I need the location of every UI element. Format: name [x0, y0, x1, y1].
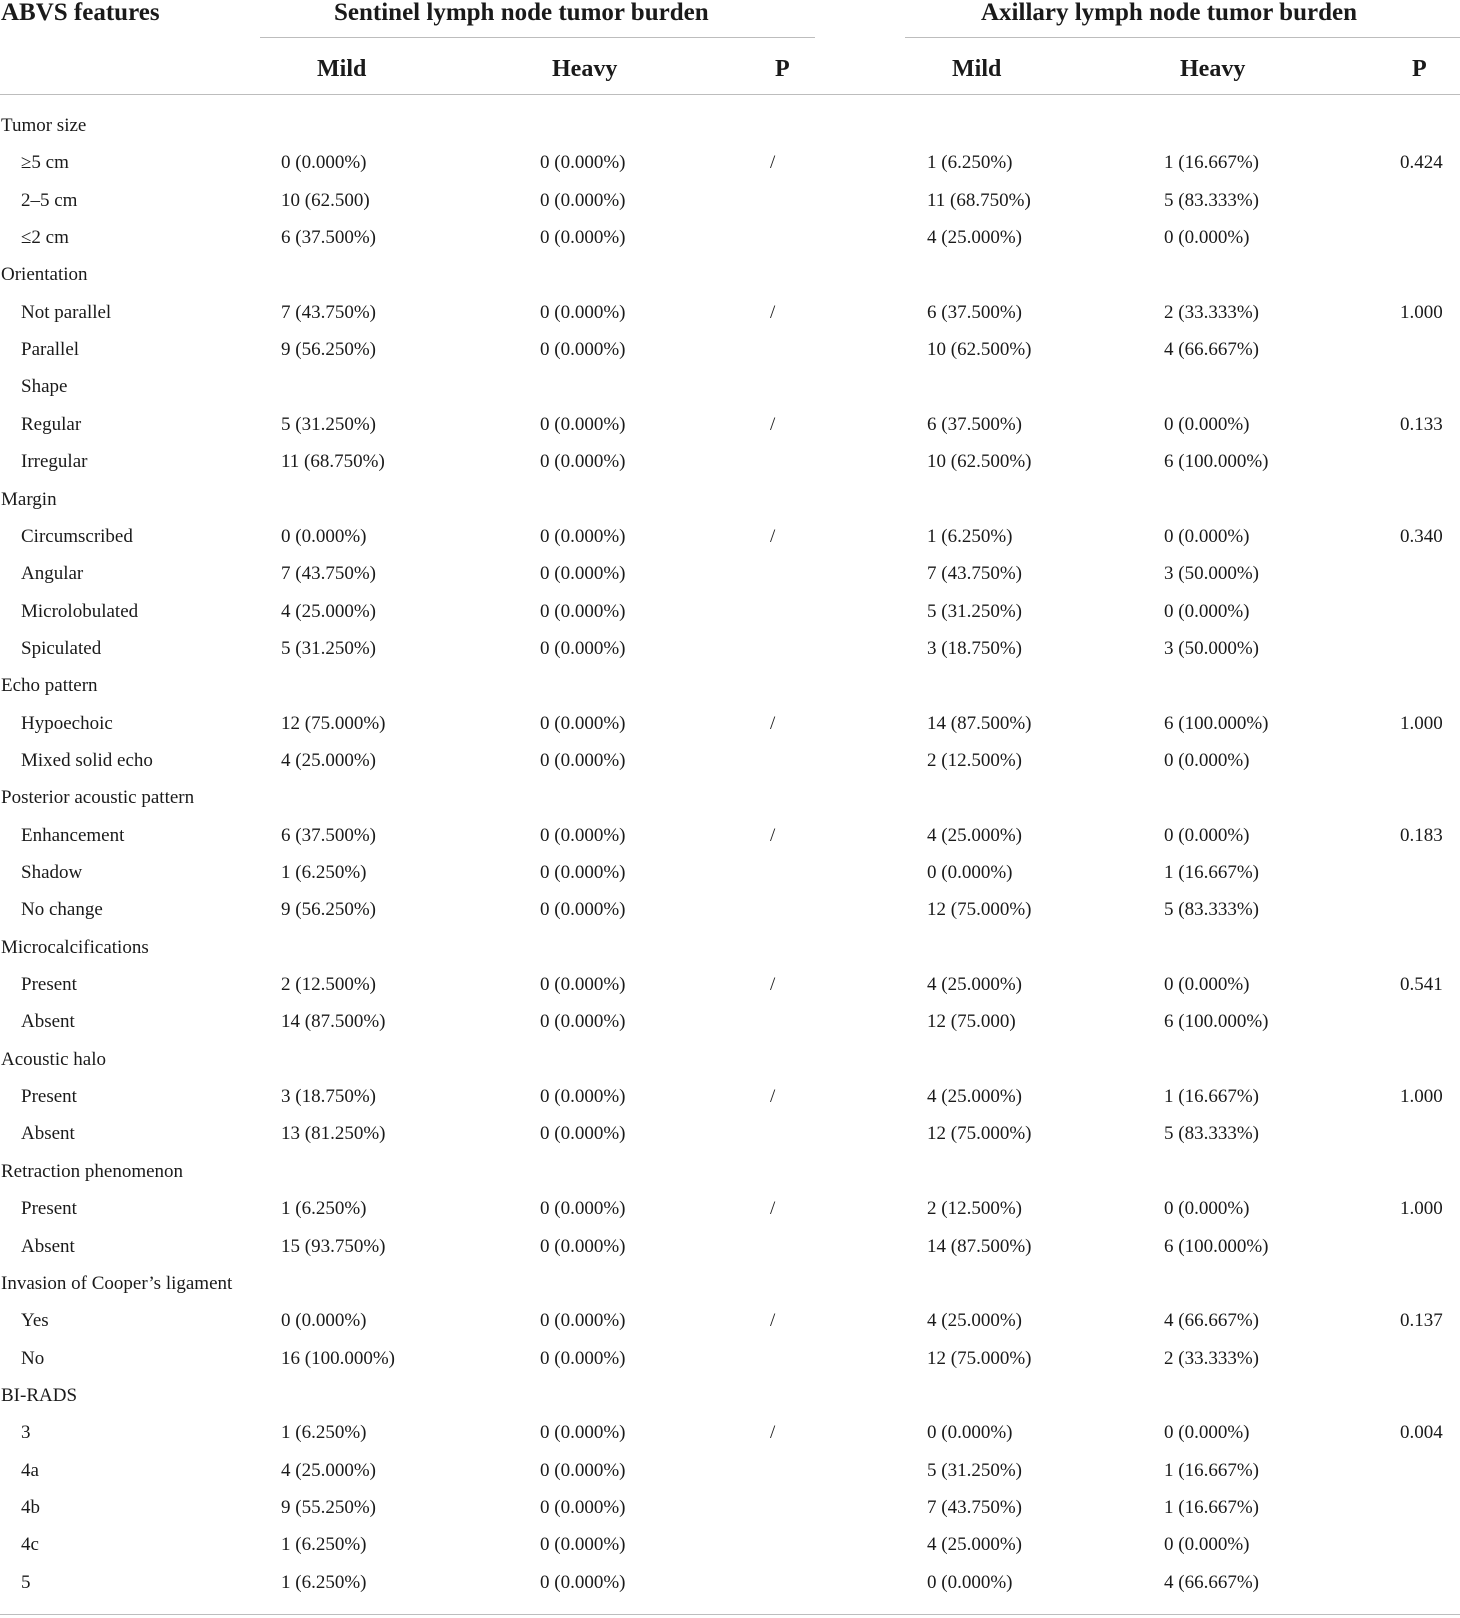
sentinel-mild-cell: 9 (55.250%) [281, 1496, 376, 1518]
axillary-heavy-cell: 3 (50.000%) [1164, 637, 1259, 659]
axillary-mild-cell: 5 (31.250%) [927, 600, 1022, 622]
sentinel-mild-cell: 7 (43.750%) [281, 563, 376, 585]
axillary-heavy-cell: 6 (100.000%) [1164, 451, 1269, 473]
sentinel-heavy-cell: 0 (0.000%) [540, 413, 626, 435]
group-label: Orientation [1, 264, 88, 286]
axillary-heavy-cell: 5 (83.333%) [1164, 189, 1259, 211]
feature-label: Yes [21, 1310, 49, 1332]
axillary-heavy-cell: 5 (83.333%) [1164, 899, 1259, 921]
header-sentinel-mild: Mild [317, 56, 367, 82]
header-axillary-heavy: Heavy [1180, 56, 1246, 82]
sentinel-mild-cell: 1 (6.250%) [281, 862, 367, 883]
sentinel-mild-cell: 15 (93.750%) [281, 1235, 386, 1257]
sentinel-p-cell: / [770, 1086, 776, 1108]
axillary-mild-cell: 4 (25.000%) [927, 1310, 1022, 1332]
sentinel-mild-cell: 0 (0.000%) [281, 1310, 367, 1332]
axillary-heavy-cell: 0 (0.000%) [1164, 1534, 1250, 1556]
sentinel-heavy-cell: 0 (0.000%) [540, 339, 626, 361]
header-axillary-p: P [1412, 56, 1427, 82]
sentinel-heavy-cell: 0 (0.000%) [540, 824, 626, 846]
feature-label: Present [21, 1198, 77, 1220]
axillary-mild-cell: 4 (25.000%) [927, 1086, 1022, 1108]
table-row [0, 1570, 1460, 1607]
feature-label: 2–5 cm [21, 189, 78, 211]
sentinel-heavy-cell: 0 (0.000%) [540, 1347, 626, 1369]
axillary-p-cell: 0.133 [1400, 413, 1443, 435]
sentinel-p-cell: / [770, 413, 776, 435]
sentinel-mild-cell: 11 (68.750%) [281, 451, 385, 473]
sentinel-heavy-cell: 0 (0.000%) [540, 1086, 626, 1108]
table-row [0, 897, 1460, 934]
table-row [0, 860, 1460, 897]
axillary-heavy-cell: 0 (0.000%) [1164, 749, 1250, 771]
header-axillary: Axillary lymph node tumor burden [981, 0, 1357, 26]
axillary-heavy-cell: 0 (0.000%) [1164, 1198, 1250, 1220]
table-row [0, 1121, 1460, 1158]
group-label: Posterior acoustic pattern [1, 787, 195, 809]
axillary-mild-cell: 11 (68.750%) [927, 189, 1031, 211]
sentinel-heavy-cell: 0 (0.000%) [540, 1571, 626, 1593]
axillary-heavy-cell: 0 (0.000%) [1164, 227, 1250, 249]
group-label: Acoustic halo [1, 1048, 107, 1070]
table-row [0, 412, 1460, 449]
axillary-heavy-cell: 5 (83.333%) [1164, 1123, 1259, 1145]
sentinel-mild-cell: 0 (0.000%) [281, 152, 367, 174]
sentinel-mild-cell: 6 (37.500%) [281, 824, 376, 846]
sentinel-mild-cell: 7 (43.750%) [281, 301, 376, 323]
axillary-p-cell: 1.000 [1400, 1086, 1443, 1108]
feature-label: Hypoechoic [21, 712, 113, 734]
axillary-heavy-cell: 0 (0.000%) [1164, 1422, 1250, 1444]
axillary-mild-cell: 7 (43.750%) [927, 1496, 1022, 1518]
table-group-row [0, 374, 1460, 411]
axillary-mild-cell: 5 (31.250%) [927, 1459, 1022, 1481]
feature-label: ≥5 cm [21, 152, 69, 174]
axillary-mild-cell: 6 (37.500%) [927, 301, 1022, 323]
sentinel-mild-cell: 2 (12.500%) [281, 974, 376, 996]
axillary-mild-cell: 4 (25.000%) [927, 974, 1022, 996]
group-label: Invasion of Cooper’s ligament [1, 1272, 233, 1294]
table-row [0, 188, 1460, 225]
header-sentinel-p: P [775, 56, 790, 82]
sentinel-mild-cell: 1 (6.250%) [281, 1571, 367, 1593]
feature-label: Circumscribed [21, 525, 133, 547]
table-group-row [0, 1271, 1460, 1308]
sentinel-mild-cell: 12 (75.000%) [281, 712, 386, 734]
sentinel-p-cell: / [770, 525, 776, 547]
sentinel-mild-cell: 1 (6.250%) [281, 1198, 367, 1220]
table-group-row [0, 785, 1460, 822]
axillary-p-cell: 0.183 [1400, 824, 1443, 846]
sentinel-heavy-cell: 0 (0.000%) [540, 451, 626, 473]
feature-label: Angular [21, 563, 84, 585]
group-label: Retraction phenomenon [1, 1160, 184, 1182]
axillary-mild-cell: 4 (25.000%) [927, 227, 1022, 249]
feature-label: Spiculated [21, 637, 102, 659]
feature-label: Absent [21, 1011, 75, 1033]
sentinel-group-rule [260, 37, 815, 38]
axillary-p-cell: 0.424 [1400, 152, 1443, 174]
feature-label: 4c [21, 1534, 39, 1556]
sentinel-heavy-cell: 0 (0.000%) [540, 301, 626, 323]
axillary-heavy-cell: 1 (16.667%) [1164, 1459, 1259, 1481]
axillary-mild-cell: 12 (75.000%) [927, 899, 1032, 921]
group-label: Margin [1, 488, 57, 510]
axillary-mild-cell: 0 (0.000%) [927, 1422, 1013, 1444]
header-bottom-rule [0, 94, 1460, 95]
sentinel-p-cell: / [770, 824, 776, 846]
axillary-heavy-cell: 0 (0.000%) [1164, 413, 1250, 435]
table-row [0, 1532, 1460, 1569]
sentinel-heavy-cell: 0 (0.000%) [540, 1422, 626, 1444]
sentinel-mild-cell: 6 (37.500%) [281, 227, 376, 249]
table-row [0, 225, 1460, 262]
group-label: BI-RADS [1, 1384, 78, 1406]
sentinel-p-cell: / [770, 974, 776, 996]
feature-label: Enhancement [21, 824, 125, 846]
axillary-mild-cell: 4 (25.000%) [927, 1534, 1022, 1556]
table-row [0, 1346, 1460, 1383]
sentinel-mild-cell: 1 (6.250%) [281, 1534, 367, 1556]
axillary-mild-cell: 12 (75.000%) [927, 1347, 1032, 1369]
table-row [0, 1458, 1460, 1495]
axillary-heavy-cell: 1 (16.667%) [1164, 862, 1259, 883]
table-row [0, 599, 1460, 636]
sentinel-heavy-cell: 0 (0.000%) [540, 712, 626, 734]
axillary-p-cell: 0.137 [1400, 1310, 1443, 1332]
axillary-mild-cell: 0 (0.000%) [927, 862, 1013, 883]
table-bottom-rule [0, 1614, 1460, 1615]
sentinel-mild-cell: 9 (56.250%) [281, 339, 376, 361]
feature-label: 3 [21, 1422, 31, 1444]
sentinel-heavy-cell: 0 (0.000%) [540, 749, 626, 771]
feature-label: Present [21, 974, 77, 996]
axillary-heavy-cell: 6 (100.000%) [1164, 1235, 1269, 1257]
table-group-row [0, 673, 1460, 710]
sentinel-p-cell: / [770, 1310, 776, 1332]
table-row [0, 1196, 1460, 1233]
feature-label: Irregular [21, 451, 88, 473]
sentinel-heavy-cell: 0 (0.000%) [540, 1496, 626, 1518]
table-row [0, 1420, 1460, 1457]
axillary-heavy-cell: 4 (66.667%) [1164, 1571, 1259, 1593]
sentinel-heavy-cell: 0 (0.000%) [540, 1235, 626, 1257]
axillary-heavy-cell: 1 (16.667%) [1164, 1496, 1259, 1518]
table-row [0, 1308, 1460, 1345]
table-row [0, 1084, 1460, 1121]
header-sentinel: Sentinel lymph node tumor burden [334, 0, 709, 26]
sentinel-heavy-cell: 0 (0.000%) [540, 1534, 626, 1556]
sentinel-p-cell: / [770, 152, 776, 174]
feature-label: Present [21, 1086, 77, 1108]
sentinel-heavy-cell: 0 (0.000%) [540, 563, 626, 585]
feature-label: 4a [21, 1459, 39, 1481]
sentinel-mild-cell: 5 (31.250%) [281, 413, 376, 435]
axillary-mild-cell: 2 (12.500%) [927, 749, 1022, 771]
table-row [0, 300, 1460, 337]
sentinel-mild-cell: 1 (6.250%) [281, 1422, 367, 1444]
axillary-heavy-cell: 1 (16.667%) [1164, 1086, 1259, 1108]
axillary-heavy-cell: 2 (33.333%) [1164, 1347, 1259, 1369]
table-group-row [0, 1047, 1460, 1084]
sentinel-mild-cell: 0 (0.000%) [281, 525, 367, 547]
axillary-p-cell: 1.000 [1400, 1198, 1443, 1220]
header-abvs-features: ABVS features [1, 0, 160, 26]
group-label: Echo pattern [1, 675, 98, 697]
table-group-row [0, 262, 1460, 299]
sentinel-p-cell: / [770, 301, 776, 323]
feature-label: Absent [21, 1235, 75, 1257]
table-row [0, 524, 1460, 561]
axillary-heavy-cell: 2 (33.333%) [1164, 301, 1259, 323]
header-sentinel-heavy: Heavy [552, 56, 618, 82]
axillary-p-cell: 1.000 [1400, 301, 1443, 323]
axillary-mild-cell: 10 (62.500%) [927, 339, 1032, 361]
feature-label: Absent [21, 1123, 75, 1145]
axillary-heavy-cell: 4 (66.667%) [1164, 339, 1259, 361]
table-row [0, 337, 1460, 374]
sentinel-heavy-cell: 0 (0.000%) [540, 189, 626, 211]
feature-label: Mixed solid echo [21, 749, 153, 771]
axillary-heavy-cell: 1 (16.667%) [1164, 152, 1259, 174]
table-row [0, 1234, 1460, 1271]
sentinel-p-cell: / [770, 1198, 776, 1220]
sentinel-mild-cell: 10 (62.500) [281, 189, 370, 211]
axillary-p-cell: 0.340 [1400, 525, 1443, 547]
feature-label: Regular [21, 413, 82, 435]
feature-label: Parallel [21, 339, 80, 361]
axillary-mild-cell: 14 (87.500%) [927, 1235, 1032, 1257]
sentinel-mild-cell: 3 (18.750%) [281, 1086, 376, 1108]
table-row [0, 823, 1460, 860]
feature-label: No change [21, 899, 103, 921]
axillary-mild-cell: 0 (0.000%) [927, 1571, 1013, 1593]
sentinel-p-cell: / [770, 1422, 776, 1444]
axillary-mild-cell: 1 (6.250%) [927, 525, 1013, 547]
sentinel-mild-cell: 13 (81.250%) [281, 1123, 386, 1145]
axillary-mild-cell: 6 (37.500%) [927, 413, 1022, 435]
group-label: Tumor size [1, 115, 87, 136]
sentinel-mild-cell: 4 (25.000%) [281, 749, 376, 771]
sentinel-mild-cell: 14 (87.500%) [281, 1011, 386, 1033]
axillary-p-cell: 0.004 [1400, 1422, 1443, 1444]
sentinel-heavy-cell: 0 (0.000%) [540, 227, 626, 249]
feature-label: Not parallel [21, 301, 112, 323]
axillary-mild-cell: 7 (43.750%) [927, 563, 1022, 585]
sentinel-heavy-cell: 0 (0.000%) [540, 1011, 626, 1033]
feature-label: 5 [21, 1571, 31, 1593]
table-row [0, 449, 1460, 486]
axillary-group-rule [905, 37, 1460, 38]
axillary-heavy-cell: 4 (66.667%) [1164, 1310, 1259, 1332]
sentinel-heavy-cell: 0 (0.000%) [540, 1310, 626, 1332]
table-row [0, 711, 1460, 748]
table-row [0, 150, 1460, 187]
axillary-heavy-cell: 0 (0.000%) [1164, 974, 1250, 996]
axillary-mild-cell: 12 (75.000) [927, 1011, 1016, 1033]
group-label: Shape [21, 376, 68, 398]
axillary-mild-cell: 10 (62.500%) [927, 451, 1032, 473]
table-row [0, 972, 1460, 1009]
sentinel-heavy-cell: 0 (0.000%) [540, 862, 626, 883]
table-row [0, 561, 1460, 598]
axillary-mild-cell: 4 (25.000%) [927, 824, 1022, 846]
sentinel-mild-cell: 4 (25.000%) [281, 1459, 376, 1481]
table-group-row [0, 487, 1460, 524]
axillary-mild-cell: 3 (18.750%) [927, 637, 1022, 659]
table-row [0, 1495, 1460, 1532]
axillary-heavy-cell: 0 (0.000%) [1164, 525, 1250, 547]
axillary-mild-cell: 2 (12.500%) [927, 1198, 1022, 1220]
sentinel-mild-cell: 5 (31.250%) [281, 637, 376, 659]
sentinel-mild-cell: 9 (56.250%) [281, 899, 376, 921]
axillary-mild-cell: 12 (75.000%) [927, 1123, 1032, 1145]
sentinel-heavy-cell: 0 (0.000%) [540, 1198, 626, 1220]
sentinel-p-cell: / [770, 712, 776, 734]
sentinel-heavy-cell: 0 (0.000%) [540, 1459, 626, 1481]
table-group-row [0, 113, 1460, 150]
feature-label: No [21, 1347, 45, 1369]
sentinel-heavy-cell: 0 (0.000%) [540, 525, 626, 547]
axillary-heavy-cell: 0 (0.000%) [1164, 824, 1250, 846]
feature-label: Microlobulated [21, 600, 139, 622]
axillary-p-cell: 0.541 [1400, 974, 1443, 996]
axillary-heavy-cell: 6 (100.000%) [1164, 712, 1269, 734]
table-row [0, 1009, 1460, 1046]
sentinel-heavy-cell: 0 (0.000%) [540, 600, 626, 622]
feature-label: Shadow [21, 862, 83, 883]
sentinel-heavy-cell: 0 (0.000%) [540, 637, 626, 659]
header-axillary-mild: Mild [952, 56, 1002, 82]
axillary-heavy-cell: 3 (50.000%) [1164, 563, 1259, 585]
axillary-heavy-cell: 0 (0.000%) [1164, 600, 1250, 622]
axillary-mild-cell: 1 (6.250%) [927, 152, 1013, 174]
table-group-row [0, 935, 1460, 972]
axillary-heavy-cell: 6 (100.000%) [1164, 1011, 1269, 1033]
sentinel-heavy-cell: 0 (0.000%) [540, 152, 626, 174]
feature-label: ≤2 cm [21, 227, 69, 249]
table-group-row [0, 1159, 1460, 1196]
table-group-row [0, 1383, 1460, 1420]
sentinel-heavy-cell: 0 (0.000%) [540, 1123, 626, 1145]
sentinel-mild-cell: 16 (100.000%) [281, 1347, 395, 1369]
table-row [0, 748, 1460, 785]
group-label: Microcalcifications [1, 936, 149, 958]
table-row [0, 636, 1460, 673]
axillary-mild-cell: 14 (87.500%) [927, 712, 1032, 734]
feature-label: 4b [21, 1496, 40, 1518]
sentinel-heavy-cell: 0 (0.000%) [540, 899, 626, 921]
axillary-p-cell: 1.000 [1400, 712, 1443, 734]
sentinel-mild-cell: 4 (25.000%) [281, 600, 376, 622]
sentinel-heavy-cell: 0 (0.000%) [540, 974, 626, 996]
